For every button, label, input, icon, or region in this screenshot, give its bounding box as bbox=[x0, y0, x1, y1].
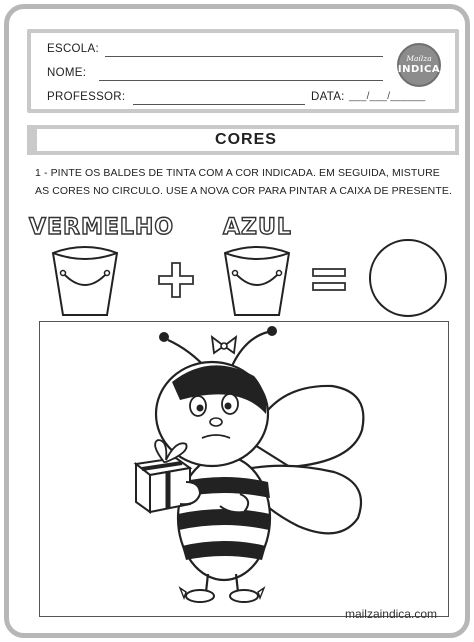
paint-bucket-icon-blue[interactable] bbox=[219, 243, 295, 319]
worksheet-page bbox=[4, 4, 470, 638]
mailza-indica-logo bbox=[397, 43, 441, 87]
website-credit: mailzaindica.com bbox=[344, 607, 437, 621]
student-info-box bbox=[27, 29, 459, 113]
coloring-picture-frame bbox=[39, 321, 449, 617]
logo-top-text: Mailza bbox=[406, 54, 432, 64]
instruction-line-1: 1 - PINTE OS BALDES DE TINTA COM A COR INDICADA. EM SEGUIDA, MISTURE bbox=[35, 167, 440, 179]
color-word-red: VERMELHO bbox=[29, 215, 175, 240]
page-title: CORES bbox=[215, 131, 277, 148]
name-label: NOME: bbox=[47, 67, 87, 79]
teacher-label: PROFESSOR: bbox=[47, 91, 126, 103]
date-label: DATA: bbox=[311, 91, 345, 103]
name-field[interactable] bbox=[99, 80, 383, 81]
bee-with-gift-illustration[interactable] bbox=[40, 322, 447, 615]
color-word-blue: AZUL bbox=[223, 215, 292, 240]
school-label: ESCOLA: bbox=[47, 43, 99, 55]
title-bar bbox=[27, 125, 459, 155]
school-field[interactable] bbox=[105, 56, 383, 57]
mix-result-circle[interactable] bbox=[367, 237, 449, 319]
equals-icon bbox=[311, 267, 347, 293]
logo-bottom-text: INDICA bbox=[397, 63, 441, 75]
plus-icon bbox=[157, 261, 195, 299]
teacher-field[interactable] bbox=[133, 104, 305, 105]
instruction-line-2: AS CORES NO CIRCULO. USE A NOVA COR PARA PINTAR A CAIXA DE PRESENTE. bbox=[35, 185, 452, 197]
paint-bucket-icon-red[interactable] bbox=[47, 243, 123, 319]
date-field[interactable]: ___/___/______ bbox=[349, 91, 426, 102]
